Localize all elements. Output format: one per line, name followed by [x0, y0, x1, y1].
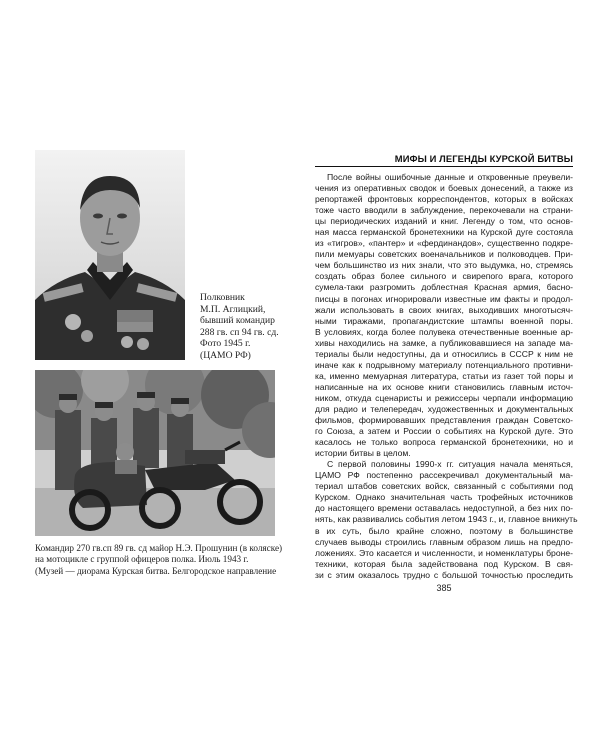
body-line: жали использовать в своих книгах, выходивших многотысяч-	[315, 304, 573, 315]
caption-line: 288 гв. сп 94 гв. сд.	[200, 326, 279, 338]
body-line: чения из оперативных сводок и боевых донесений, а также из	[315, 183, 573, 194]
body-line: касалось не только вопроса германской бронетехники, но и	[315, 437, 573, 448]
body-line: техники, которая была задействована под Курском. В свя-	[315, 558, 573, 569]
caption-line: на мотоцикле с группой офицеров полка. Июль 1943 г.	[35, 554, 249, 565]
caption-line: М.П. Аглицкий,	[200, 303, 266, 315]
running-head: МИФЫ И ЛЕГЕНДЫ КУРСКОЙ БИТВЫ	[315, 153, 573, 167]
caption-line: бывший командир	[200, 315, 275, 327]
body-line: писцы в погонах игнорировали известные им факты и продол-	[315, 293, 573, 304]
body-line: Курском. Однако значительная часть трофейных источников	[315, 492, 573, 503]
body-line: го Союза, а затем и России о событиях на Курской дуге. Это	[315, 426, 573, 437]
body-line: иначе как к подрывному материалу потенциального противни-	[315, 359, 573, 370]
body-line: ными тиражами, пропагандистские штампы военной поры.	[315, 315, 573, 326]
body-line: териал штабов советских войск, связанный с событиями под	[315, 481, 573, 492]
body-line: териалы были недоступны, да и относились в СССР к ним не	[315, 348, 573, 359]
body-line: хивы находились на замке, а публиковавшиеся на западе ма-	[315, 337, 573, 348]
body-line: написанные на их основе книги становились главным источ-	[315, 381, 573, 392]
body-line: С первой половины 1990-х гг. ситуация начала меняться,	[327, 459, 573, 470]
body-line: в их суть, было крайне сложно, поэтому в большинстве	[315, 525, 573, 536]
page-number: 385	[436, 583, 452, 593]
body-line: из «тигров», «пантер» и «фердинандов», существенно подкре-	[315, 238, 573, 249]
body-line: создать образ более сильного и свирепого врага, которого	[315, 271, 573, 282]
caption-line: (Музей — диорама Курская битва. Белгородское направление	[35, 565, 277, 576]
group-photo-caption	[35, 543, 283, 577]
body-line: репортажей фронтовых корреспондентов, которых в войсках	[315, 194, 573, 205]
body-line: ка, именно мемуарная литература, статьи из газет той поры и	[315, 370, 573, 381]
caption-line: Полковник	[200, 292, 245, 303]
body-line: ником, откуда сценаристы и режиссеры черпали информацию	[315, 392, 573, 403]
portrait-photo	[35, 150, 185, 360]
body-text	[315, 172, 578, 581]
body-line: чем большинство из них знали, что это выдумка, но, стремясь	[315, 260, 573, 271]
caption-line: Командир 270 гв.сп 89 гв. сд майор Н.Э. Прошунин (в коляске)	[35, 543, 283, 553]
body-line: до настоящего времени оставалась недоступной, а без них по-	[315, 503, 573, 514]
body-line: случаев выводы строились главным образом лишь на предпо-	[315, 536, 573, 547]
caption-line: Фото 1945 г.	[200, 338, 251, 350]
body-line: После войны ошибочные данные и откровенные преувели-	[327, 172, 573, 182]
body-line: тоже часто вводили в заблуждение, перекочевали на страни-	[315, 205, 573, 216]
group-motorcycle-photo	[35, 370, 275, 536]
body-line: ная масса германской бронетехники на Курской дуге состояла	[315, 227, 573, 238]
body-line: нять, как развивались события летом 1943 г., и, главное вникнуть	[315, 514, 578, 525]
portrait-photo-icon	[35, 150, 185, 360]
body-line: ложениях. Это касается и численности, и номенклатуры броне-	[315, 547, 573, 558]
body-line: цы периодических изданий и книг. Легенду о том, что основ-	[315, 216, 573, 227]
portrait-caption	[200, 292, 300, 362]
body-line: сумела-таки разгромить доблестная Красная армия, басно-	[315, 282, 573, 293]
body-line: истории битвы в целом.	[315, 448, 411, 459]
body-line: В условиях, когда более полувека отечественные военные ар-	[315, 326, 573, 337]
caption-line: (ЦАМО РФ)	[200, 349, 251, 361]
body-line: зи с этим оказалось трудно с большой точностью проследить	[315, 569, 573, 580]
group-motorcycle-photo-icon	[35, 370, 275, 536]
body-line: ЦАМО РФ постепенно рассекречивал документальный ма-	[315, 470, 573, 481]
body-line: фильмов, формировавших представления граждан Советско-	[315, 415, 573, 426]
body-line: для радио и телепередач, художественных и документальных	[315, 403, 573, 414]
body-line: пили мемуары советских военачальников и полководцев. При-	[315, 249, 573, 260]
